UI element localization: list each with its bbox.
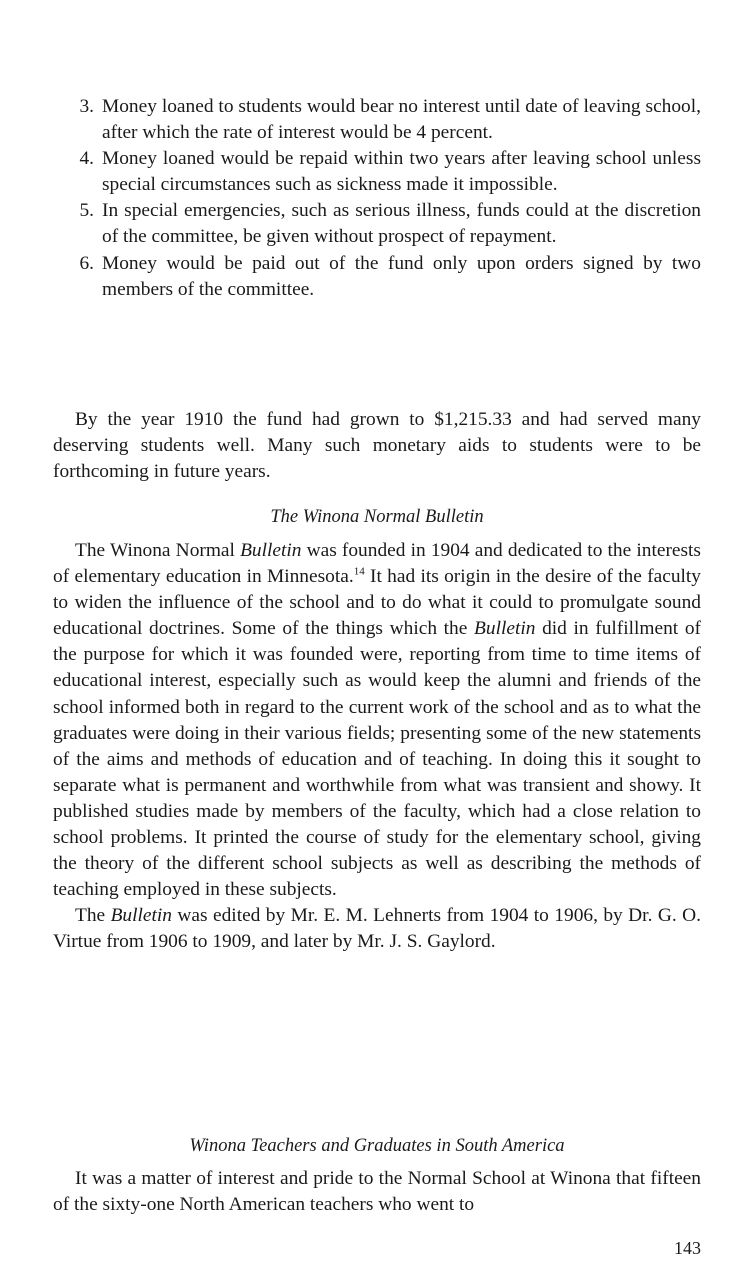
list-item-text: Money loaned to students would bear no interest until date of leaving school, after which the rate of interest would be 4 percent. — [102, 96, 701, 144]
fund-paragraph: By the year 1910 the fund had grown to $1,215.33 and had served many deserving students well. Many such monetary aids to students were to be forthcoming in future years. — [53, 409, 701, 483]
bulletin-section-body — [53, 538, 701, 956]
page-number: 143 — [674, 1238, 701, 1258]
south-america-section-body — [53, 1166, 701, 1218]
bulletin-section-heading: The Winona Normal Bulletin — [270, 507, 484, 527]
south-america-section-heading: Winona Teachers and Graduates in South America — [189, 1136, 565, 1156]
bulletin-title-italic: Bulletin — [110, 905, 172, 927]
list-item — [53, 251, 701, 303]
bulletin-title-italic: Bulletin — [474, 618, 536, 640]
list-item-number: 6. — [79, 252, 94, 274]
bulletin-p1-text-c: It had its origin in the desire of the faculty to widen the influence of the school and to do what it could to promulgate sound educational doctrines. Some of the things which the — [53, 566, 701, 640]
bulletin-p2-text-a: The — [75, 905, 111, 927]
list-item-number: 4. — [79, 148, 94, 170]
bulletin-p1-text-b: was founded in 1904 and dedicated to the interests of elementary education in Minnesota. — [53, 540, 701, 588]
footnote-marker: 14 — [353, 565, 365, 578]
bulletin-paragraph-1 — [53, 538, 701, 903]
list-item-text: Money loaned would be repaid within two years after leaving school unless special circumstances such as sickness made it impossible. — [102, 148, 701, 196]
list-item — [53, 198, 701, 250]
loan-rules-list — [53, 94, 701, 303]
list-item — [53, 146, 701, 198]
list-item-text: In special emergencies, such as serious illness, funds could at the discretion of the committee, be given without prospect of repayment. — [102, 200, 701, 248]
bulletin-p1-text-d: did in fulfillment of the purpose for which it was founded were, reporting from time to time items of educational interest, especially such as would keep the alumni and friends of the school informed both in regard to the current work of the school and as to what the graduates were doing in their various fields; presenting some of the new statements of the aims and methods of education and of teaching. In doing this it sought to separate what is permanent and worthwhile from what was transient and showy. It published studies made by members of the faculty, which had a close relation to school problems. It printed the course of study for the elementary school, giving the theory of the different school subjects as well as describing the methods of teaching employed in these subjects. — [53, 618, 701, 901]
list-item — [53, 94, 701, 146]
fund-paragraph-block — [53, 407, 701, 485]
list-item-number: 3. — [79, 96, 94, 117]
bulletin-title-italic: Bulletin — [240, 540, 302, 561]
bulletin-p1-text-a: The Winona Normal — [75, 540, 241, 561]
south-america-paragraph: It was a matter of interest and pride to the Normal School at Winona that fifteen of the sixty-one North American teachers who went to — [53, 1168, 701, 1216]
list-item-text: Money would be paid out of the fund only upon orders signed by two members of the committee. — [102, 252, 701, 300]
list-item-number: 5. — [79, 200, 94, 222]
bulletin-p2-text-b: was edited by Mr. E. M. Lehnerts from 1904 to 1906, by Dr. G. O. Virtue from 1906 to 1909, and later by Mr. J. S. Gaylord. — [53, 905, 701, 953]
bulletin-paragraph-2 — [53, 903, 701, 955]
